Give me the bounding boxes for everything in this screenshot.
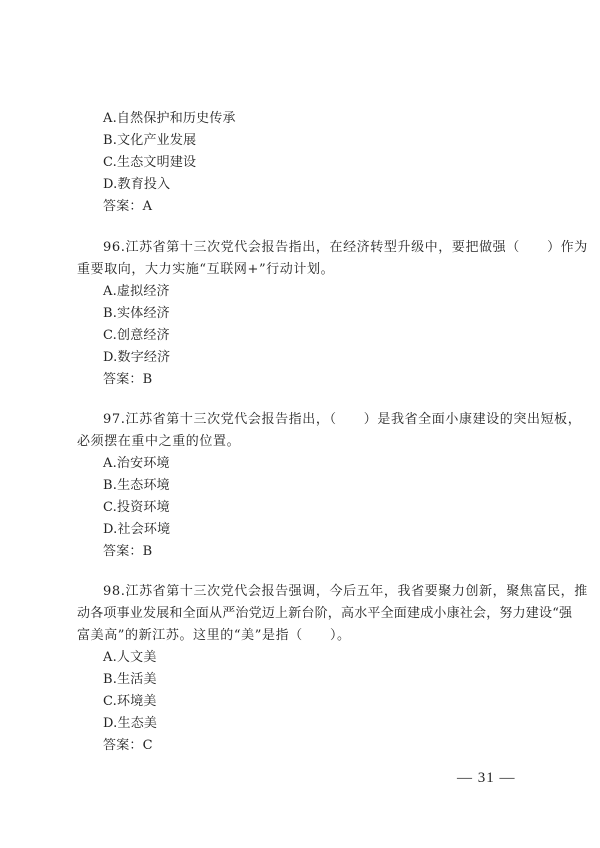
option-b: B.生活美 (103, 672, 157, 687)
option-b: B.生态环境 (103, 478, 170, 493)
question-text-line-2: 重要取向，大力实施“互联网+”行动计划。 (77, 262, 335, 277)
option-d: D.数字经济 (103, 350, 171, 365)
option-c: C.环境美 (103, 694, 157, 709)
option-c: C.生态文明建设 (103, 155, 197, 170)
option-b: B.文化产业发展 (103, 133, 197, 148)
question-text-line-1: 98.江苏省第十三次党代会报告强调，今后五年，我省要聚力创新，聚焦富民，推 (103, 584, 588, 599)
question-text-line-2: 必须摆在重中之重的位置。 (77, 434, 241, 449)
page-number: — 31 — (457, 770, 516, 786)
option-a: A.虚拟经济 (103, 284, 170, 299)
question-text-line-1: 97.江苏省第十三次党代会报告指出，（ ）是我省全面小康建设的突出短板， (103, 412, 582, 427)
answer: 答案：C (103, 738, 153, 753)
option-a: A.治安环境 (103, 456, 170, 471)
question-text-line-2: 动各项事业发展和全面从严治党迈上新台阶，高水平全面建成小康社会，努力建设“强 (77, 606, 573, 621)
option-d: D.生态美 (103, 716, 158, 731)
question-text-line-3: 富美高”的新江苏。这里的“美”是指（ ）。 (77, 628, 351, 643)
option-a: A.人文美 (103, 650, 157, 665)
question-text-line-1: 96.江苏省第十三次党代会报告指出，在经济转型升级中，要把做强（ ）作为 (103, 240, 588, 255)
option-c: C.创意经济 (103, 328, 170, 343)
answer: 答案：B (103, 544, 153, 559)
answer: 答案：B (103, 372, 153, 387)
option-d: D.教育投入 (103, 177, 171, 192)
option-c: C.投资环境 (103, 500, 170, 515)
option-a: A.自然保护和历史传承 (103, 111, 236, 126)
option-d: D.社会环境 (103, 522, 171, 537)
option-b: B.实体经济 (103, 306, 170, 321)
answer: 答案：A (103, 199, 153, 214)
